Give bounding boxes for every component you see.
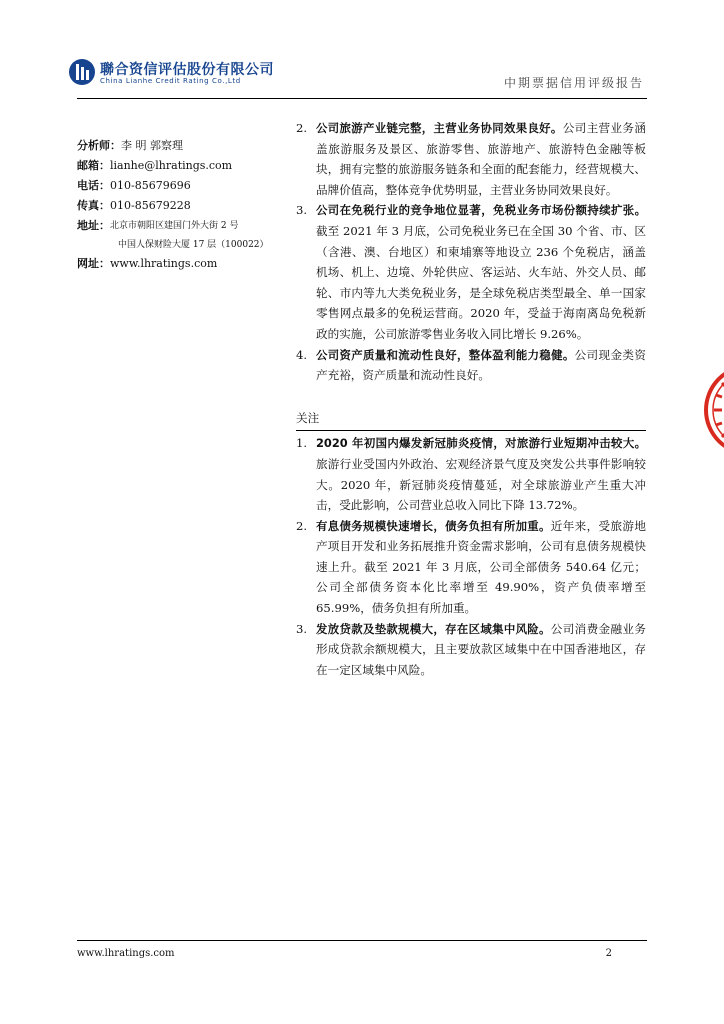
item-number: 3. [296,203,308,218]
concerns-divider [296,430,646,431]
website-link[interactable]: www.lhratings.com [110,257,218,270]
report-title: 中期票据信用评级报告 [503,76,644,90]
item-number: 4. [296,347,308,362]
item-heading: 公司在免税行业的竞争地位显著，免税业务市场份额持续扩张。 [316,203,646,218]
item-text [316,433,646,515]
header-divider [77,98,647,99]
item-heading: 2020 年初国内爆发新冠肺炎疫情，对旅游行业短期冲击较大。 [316,436,646,451]
concern-item [296,433,646,515]
item-description: 公司现金类资产充裕，资产质量和流动性良好。 [316,347,646,383]
phone-row [77,176,292,196]
item-text [316,200,646,344]
contact-block [77,136,292,274]
analyst-row [77,136,292,156]
item-text [316,345,646,386]
main-content [296,118,646,680]
company-name-cn: 聯合资信评估股份有限公司 [100,62,274,78]
concern-item [296,516,646,619]
page-number: 2 [605,948,612,959]
footer-website[interactable]: www.lhratings.com [77,948,175,959]
item-description: 截至 2021 年 3 月底，公司免税业务已在全国 30 个省、市、区（含港、澳、台地区）和柬埔寨等地设立 236 个免税店，涵盖机场、机上、边境、外轮供应、客运站、火车站、外交人员、邮轮、市内等九大类免税业务，是全球免税店类型最全、单一国家零售网点最多的免税运营商。2020 年，受益于海南离岛免税新政的实施，公司旅游零售业务收入同比增长 9.26%。 [316,223,646,341]
item-number: 2. [296,121,308,135]
address-row [77,216,292,236]
item-heading: 公司资产质量和流动性良好，整体盈利能力稳健。 [316,347,575,362]
website-label: 网址： [77,257,110,270]
address-line-1: 北京市朝阳区建国门外大街 2 号 [110,221,239,231]
email-row [77,156,292,176]
concern-item [296,619,646,681]
company-name-en: China Lianhe Credit Rating Co.,Ltd [100,77,241,85]
analyst-label: 分析师： [77,139,121,152]
item-heading: 发放贷款及垫款规模大，存在区域集中风险。 [316,621,551,636]
item-heading: 有息债务规模快速增长，债务负担有所加重。 [316,518,551,533]
company-logo [68,56,274,92]
concerns-heading: 关注 [296,410,320,425]
phone-label: 电话： [77,179,110,192]
strength-item [296,118,646,200]
footer-divider [77,940,647,941]
item-description: 旅游行业受国内外政治、宏观经济景气度及突发公共事件影响较大。2020 年，新冠肺炎疫情蔓延，对全球旅游业产生重大冲击，受此影响，公司营业总收入同比下降 13.72%。 [316,456,646,513]
strength-item [296,200,646,344]
item-number: 1. [296,436,308,451]
fax-label: 传真： [77,199,110,212]
email-value[interactable]: lianhe@lhratings.com [110,159,233,172]
item-heading: 公司旅游产业链完整，主营业务协同效果良好。 [316,121,563,135]
phone-value: 010-85679696 [110,179,191,192]
item-description: 公司消费金融业务形成贷款余额规模大，且主要放款区域集中在中国香港地区，存在一定区域集中风险。 [316,621,646,677]
address-line-2: 中国人保财险大厦 17 层（100022） [118,240,269,250]
fax-row [77,196,292,216]
email-label: 邮箱： [77,159,110,172]
item-number: 3. [296,621,308,636]
item-text [316,619,646,681]
analyst-value: 李 明 郭察理 [121,139,183,152]
item-description: 公司主营业务涵盖旅游服务及景区、旅游零售、旅游地产、旅游特色金融等板块，拥有完整的旅游服务链条和全面的配套能力，经营规模大、品牌价值高，整体竞争优势明显，主营业务协同效果良好。 [316,121,646,197]
lianhe-logo-icon [68,58,96,86]
item-text [316,516,646,619]
item-number: 2. [296,518,308,533]
strength-item [296,345,646,386]
item-description: 近年来，受旅游地产项目开发和业务拓展推升资金需求影响，公司有息债务规模快速上升。截至 2021 年 3 月底，公司全部债务 540.64 亿元；公司全部债务资本化比率增至 49.90%，资产负债率增至 65.99%，债务负担有所加重。 [316,518,646,616]
company-seal-stamp [702,355,724,465]
item-text [316,118,646,200]
website-row [77,254,292,274]
address-label: 地址： [77,219,110,232]
fax-value: 010-85679228 [110,199,191,212]
